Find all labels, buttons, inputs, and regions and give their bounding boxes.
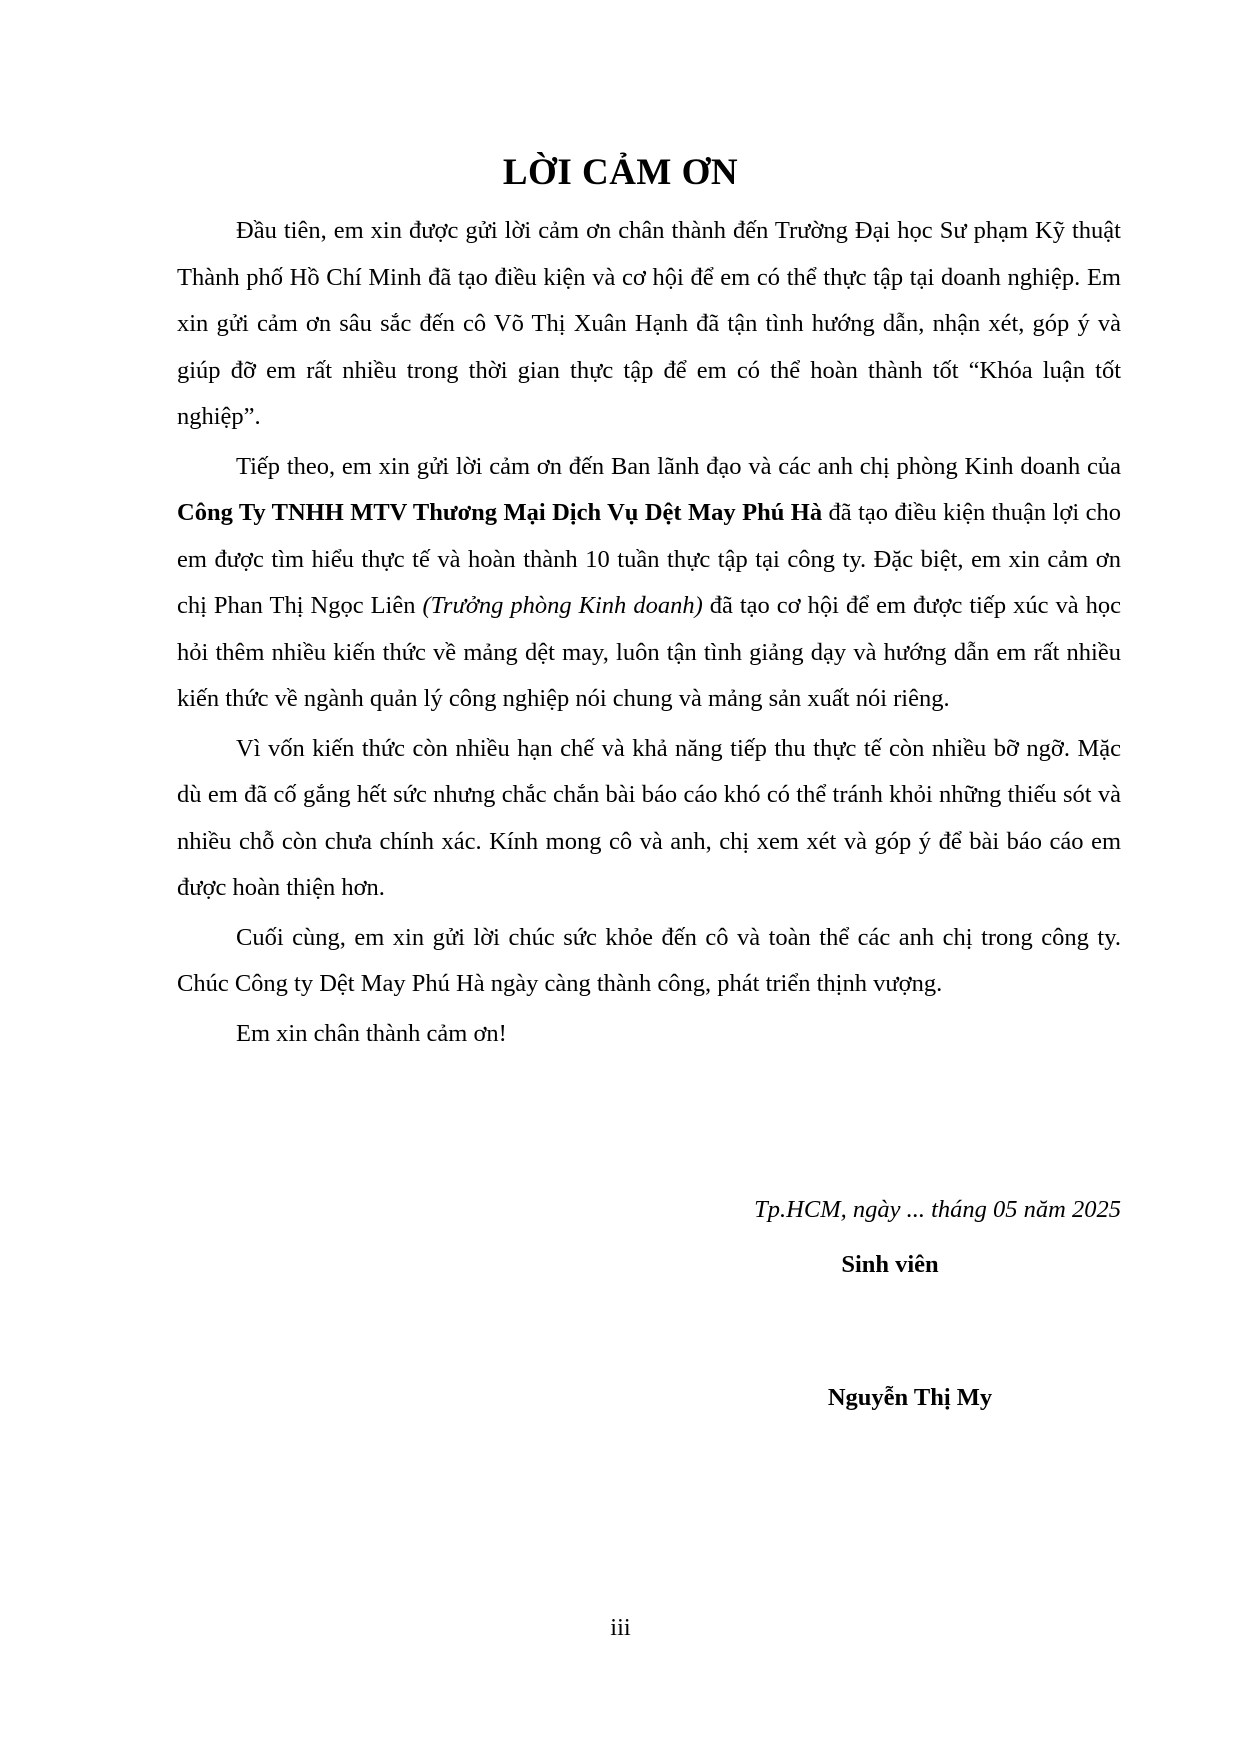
signature-name: Nguyễn Thị My: [827, 1384, 993, 1411]
company-name: Công Ty TNHH MTV Thương Mại Dịch Vụ Dệt May Phú Hà: [177, 499, 823, 526]
paragraph-1: Đầu tiên, em xin được gửi lời cảm ơn chân thành đến Trường Đại học Sư phạm Kỹ thuật Thành phố Hồ Chí Minh đã tạo điều kiện và cơ hội để em có thể thực tập tại doanh nghiệp. Em xin gửi cảm ơn sâu sắc đến cô Võ Thị Xuân Hạnh đã tận tình hướng dẫn, nhận xét, góp ý và giúp đỡ em rất nhiều trong thời gian thực tập để em có thể hoàn thành tốt “Khóa luận tốt nghiệp”.: [177, 217, 1121, 430]
paragraph-3: Vì vốn kiến thức còn nhiều hạn chế và khả năng tiếp thu thực tế còn nhiều bỡ ngỡ. Mặc dù em đã cố gắng hết sức nhưng chắc chắn bài báo cáo khó có thể tránh khỏi những thiếu sót và nhiều chỗ còn chưa chính xác. Kính mong cô và anh, chị xem xét và góp ý để bài báo cáo em được hoàn thiện hơn.: [177, 734, 1121, 901]
signature-place-date: Tp.HCM, ngày ... tháng 05 năm 2025: [754, 1196, 1121, 1223]
supervisor-role: (Trưởng phòng Kinh doanh): [422, 592, 703, 619]
paragraph-4: Cuối cùng, em xin gửi lời chúc sức khỏe đến cô và toàn thể các anh chị trong công ty. Chúc Công ty Dệt May Phú Hà ngày càng thành công, phát triển thịnh vượng.: [177, 923, 1121, 997]
paragraph-2-text-c: đã tạo cơ hội để em được tiếp xúc và học hỏi thêm nhiều kiến thức về mảng dệt may, luôn tận tình giảng dạy và hướng dẫn em rất nhiều kiến thức về ngành quản lý công nghiệp nói chung và mảng sản xuất nói riêng.: [177, 592, 1121, 712]
paragraph-2-text-a: Tiếp theo, em xin gửi lời cảm ơn đến Ban lãnh đạo và các anh chị phòng Kinh doanh của: [236, 452, 1121, 480]
paragraph-5: Em xin chân thành cảm ơn!: [236, 1019, 507, 1047]
page-title: LỜI CẢM ƠN: [502, 152, 739, 193]
page-number: iii: [610, 1614, 631, 1641]
paragraph-2: [177, 444, 1121, 723]
signature-role: Sinh viên: [841, 1251, 939, 1278]
paragraph-2-text-b: đã tạo điều kiện thuận lợi cho em được tìm hiểu thực tế và hoàn thành 10 tuần thực tập tại công ty. Đặc biệt, em xin cảm ơn chị Phan Thị Ngọc Liên: [177, 499, 1122, 619]
acknowledgement-body: [177, 208, 1121, 1060]
